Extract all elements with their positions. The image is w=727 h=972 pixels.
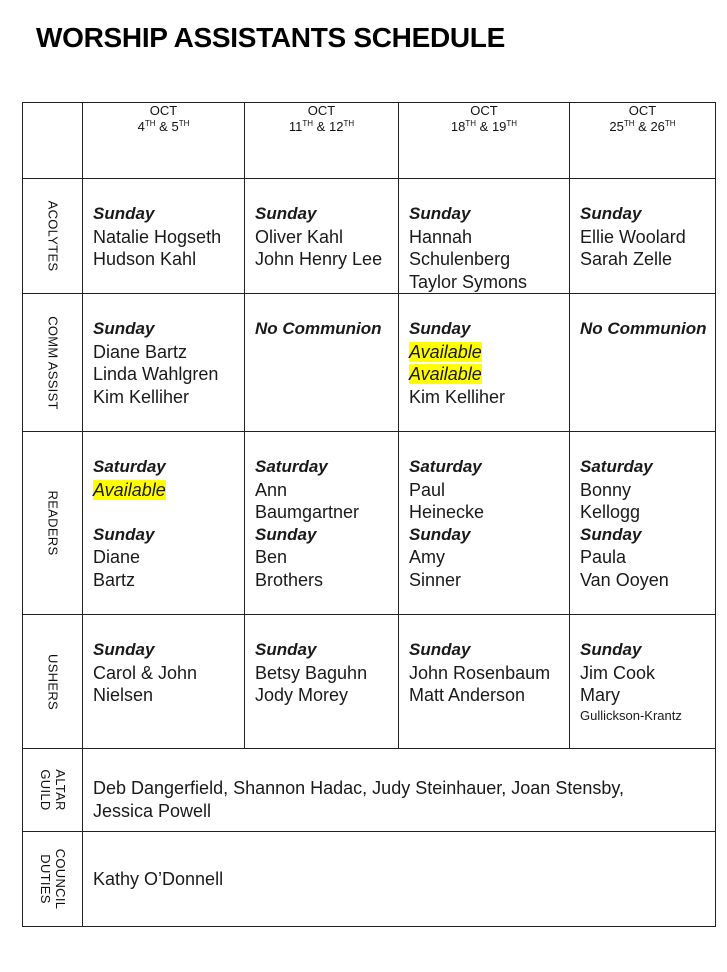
council-duties-name-cell: Kathy O’Donnell (83, 832, 716, 927)
schedule-table (22, 102, 716, 927)
date-header-3: OCT 18TH & 19TH (399, 103, 570, 179)
altar-guild-names-cell: Deb Dangerfield, Shannon Hadac, Judy Steinhauer, Joan Stensby, Jessica Powell (83, 749, 716, 832)
role-label: COUNCIL (52, 848, 68, 910)
no-communion-label: No Communion (255, 319, 382, 338)
ushers-row (23, 615, 716, 749)
comm-assist-cell-1: Sunday Diane Bartz Linda Wahlgren Kim Kelliher (83, 294, 245, 432)
readers-cell-4: Saturday Bonny Kellogg Sunday Paula Van Ooyen (570, 432, 716, 615)
ushers-cell-4: Sunday Jim Cook Mary Gullickson-Krantz (570, 615, 716, 749)
comm-assist-label-cell (23, 294, 83, 432)
comm-assist-cell-4 (570, 294, 716, 432)
readers-cell-1: Saturday Available Sunday Diane Bartz (83, 432, 245, 615)
role-label: COMM ASSIST (45, 315, 60, 410)
ushers-cell-2: Sunday Betsy Baguhn Jody Morey (245, 615, 399, 749)
readers-cell-3: Saturday Paul Heinecke Sunday Amy Sinner (399, 432, 570, 615)
council-duties-label-cell (23, 832, 83, 927)
acolytes-label-cell (23, 179, 83, 294)
date-header-4: OCT 25TH & 26TH (570, 103, 716, 179)
available-highlight: Available (409, 364, 482, 384)
date-header-2: OCT 11TH & 12TH (245, 103, 399, 179)
role-label: DUTIES (37, 854, 53, 904)
acolytes-cell-1: Sunday Natalie Hogseth Hudson Kahl (83, 179, 245, 294)
acolytes-row (23, 179, 716, 294)
date-header-1: OCT 4TH & 5TH (83, 103, 245, 179)
role-label: ALTAR (52, 769, 68, 811)
altar-guild-row (23, 749, 716, 832)
ushers-label-cell (23, 615, 83, 749)
role-label: READERS (45, 490, 60, 556)
no-communion-label: No Communion (580, 319, 707, 338)
altar-guild-label-cell (23, 749, 83, 832)
acolytes-cell-2: Sunday Oliver Kahl John Henry Lee (245, 179, 399, 294)
comm-assist-cell-2 (245, 294, 399, 432)
comm-assist-row (23, 294, 716, 432)
acolytes-cell-4: Sunday Ellie Woolard Sarah Zelle (570, 179, 716, 294)
ushers-cell-1: Sunday Carol & John Nielsen (83, 615, 245, 749)
ushers-cell-3: Sunday John Rosenbaum Matt Anderson (399, 615, 570, 749)
header-row (23, 103, 716, 179)
comm-assist-cell-3: Sunday Available Available Kim Kelliher (399, 294, 570, 432)
acolytes-cell-3: Sunday Hannah Schulenberg Taylor Symons (399, 179, 570, 294)
council-duties-row (23, 832, 716, 927)
available-highlight: Available (409, 341, 482, 362)
readers-label-cell (23, 432, 83, 615)
page-title: WORSHIP ASSISTANTS SCHEDULE (36, 22, 505, 53)
corner-cell (23, 103, 83, 179)
role-label: GUILD (37, 769, 53, 811)
role-label: USHERS (45, 653, 60, 710)
available-highlight: Available (93, 479, 166, 500)
role-label: ACOLYTES (45, 200, 60, 272)
readers-cell-2: Saturday Ann Baumgartner Sunday Ben Brothers (245, 432, 399, 615)
readers-row (23, 432, 716, 615)
